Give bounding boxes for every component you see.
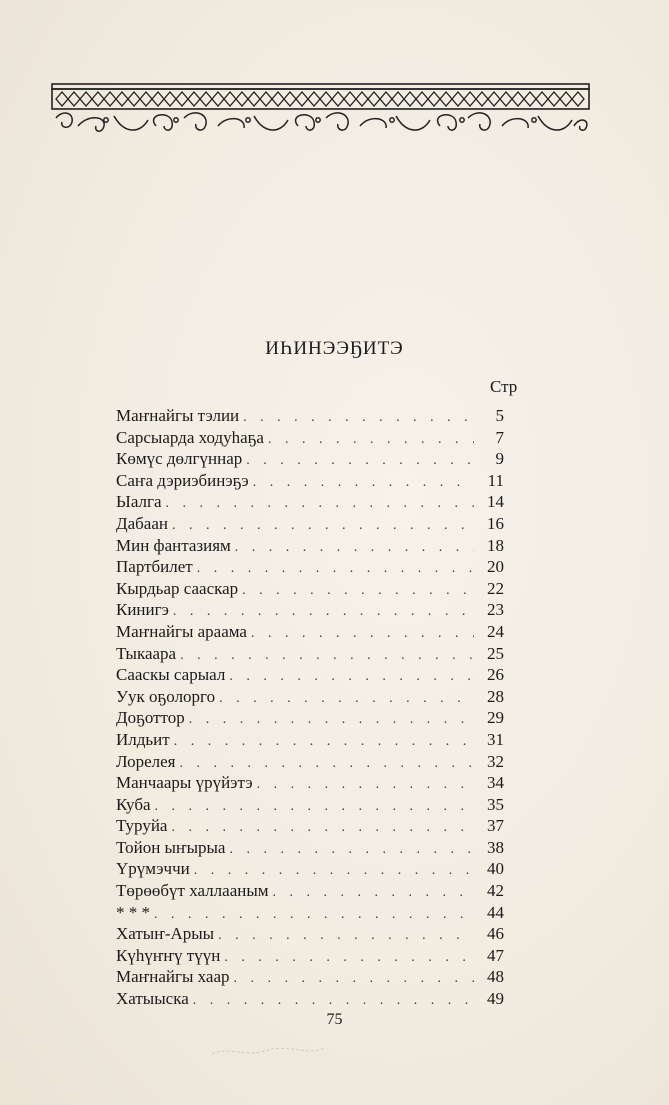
toc-entry-title: Туруйа [116, 816, 168, 836]
toc-entry-title: Тойон ыҥырыа [116, 837, 226, 857]
toc-entry [116, 578, 504, 600]
toc-entry-page: 38 [487, 837, 504, 857]
dot-leader [235, 537, 474, 559]
toc-entry-page: 29 [487, 708, 504, 728]
toc-entry-title: Мин фантазиям [116, 535, 231, 555]
page-number: 75 [326, 1011, 343, 1028]
toc-entry-page: 25 [487, 643, 504, 663]
dot-leader [229, 839, 474, 861]
dot-leader [166, 493, 474, 515]
dot-leader [229, 666, 474, 688]
toc-entry [116, 923, 504, 945]
dot-leader [253, 472, 474, 494]
toc-entry [116, 751, 504, 773]
dot-leader [180, 753, 475, 775]
dot-leader [155, 796, 474, 818]
toc-entry-title: * * * [116, 902, 150, 922]
toc-entry-page: 32 [487, 751, 504, 771]
toc-entry [116, 966, 504, 988]
toc-entry-page: 9 [495, 449, 504, 469]
dot-leader [273, 882, 474, 904]
ornament-scrolls [56, 113, 587, 131]
toc-entry [116, 686, 504, 708]
dot-leader [224, 947, 474, 969]
toc-entry-page: 26 [487, 665, 504, 685]
toc-entry [116, 794, 504, 816]
dot-leader [246, 450, 474, 472]
toc-entry [116, 664, 504, 686]
toc-entry-title: Хатыҥ-Арыы [116, 924, 215, 944]
toc-entry [116, 470, 504, 492]
toc-entry-title: Саҥа дэриэбинэҕэ [116, 470, 249, 490]
dot-leader [194, 860, 474, 882]
toc-entry-page: 20 [487, 557, 504, 577]
toc-entry [116, 858, 504, 880]
toc-entry-title: Үрүмэччи [116, 859, 190, 879]
toc-entry-title: Маҥнайгы тэлии [116, 406, 240, 425]
dot-leader [189, 709, 474, 731]
toc-entry-title: Лорелея [116, 751, 176, 771]
toc-entry [116, 599, 504, 621]
toc-entry-page: 49 [487, 989, 504, 1009]
dot-leader [172, 515, 474, 537]
toc-entry-title: Тыкаара [116, 643, 177, 663]
toc-entry [116, 880, 504, 902]
dot-leader [180, 645, 474, 667]
toc-entry-page: 22 [487, 578, 504, 598]
toc-entry-title: Дабаан [116, 513, 168, 533]
toc-entry [116, 707, 504, 729]
toc-entry-page: 31 [487, 729, 504, 749]
toc-entry-page: 7 [495, 427, 504, 447]
toc-entry [116, 427, 504, 449]
toc-entry-title: Сааскы сарыал [116, 665, 226, 685]
toc-entry-page: 24 [487, 621, 504, 641]
dot-leader [243, 407, 474, 429]
toc-entry-title: Партбилет [116, 557, 193, 577]
table-of-contents [116, 405, 504, 1010]
toc-entry-title: Төрөөбүт халлааным [116, 881, 269, 901]
toc-entry [116, 837, 504, 859]
dot-leader [219, 688, 474, 710]
toc-entry [116, 535, 504, 557]
ornament-diamonds [56, 92, 584, 106]
toc-entry-title: Уук оҕолорго [116, 686, 216, 706]
toc-entry-page: 18 [487, 535, 504, 555]
dot-leader [234, 968, 474, 990]
toc-entry-title: Манчаары үрүйэтэ [116, 773, 253, 793]
toc-title: ИҺИНЭЭҔИТЭ [265, 338, 404, 359]
toc-entry-page: 46 [487, 924, 504, 944]
toc-entry-title: Күһүҥҥү түүн [116, 945, 221, 965]
dot-leader [251, 623, 474, 645]
toc-entry-title: Көмүс дөлгүннар [116, 449, 243, 469]
toc-entry [116, 556, 504, 578]
toc-entry [116, 643, 504, 665]
dot-leader [197, 558, 474, 580]
toc-entry-title: Ыалга [116, 492, 162, 512]
toc-entry-title: Маҥнайгы араама [116, 621, 247, 641]
toc-entry [116, 621, 504, 643]
toc-entry-page: 34 [487, 773, 504, 793]
dot-leader [154, 904, 474, 926]
toc-entry-page: 16 [487, 513, 504, 533]
dot-leader [174, 731, 474, 753]
dot-leader [193, 990, 474, 1012]
toc-entry-title: Илдьит [116, 729, 170, 749]
toc-entry [116, 513, 504, 535]
toc-entry [116, 945, 504, 967]
dot-leader [257, 774, 474, 796]
toc-entry [116, 491, 504, 513]
toc-entry [116, 902, 504, 924]
toc-entry-page: 40 [487, 859, 504, 879]
toc-entry-page: 14 [487, 492, 504, 512]
toc-entry [116, 448, 504, 470]
toc-entry-page: 35 [487, 794, 504, 814]
toc-entry-page: 23 [487, 600, 504, 620]
toc-entry-title: Кырдьар сааскар [116, 578, 239, 598]
toc-entry [116, 988, 504, 1010]
toc-entry [116, 405, 504, 427]
toc-entry-page: 42 [487, 881, 504, 901]
toc-entry [116, 772, 504, 794]
toc-entry-title: Кинигэ [116, 600, 169, 620]
dot-leader [268, 429, 474, 451]
toc-entry-title: Куба [116, 794, 151, 814]
toc-entry-page: 5 [495, 406, 504, 425]
toc-entry-title: Хатыыска [116, 989, 189, 1009]
toc-entry-page: 47 [487, 945, 504, 965]
toc-entry-page: 37 [487, 816, 504, 836]
page-column-header: Стр [490, 377, 518, 396]
toc-entry [116, 729, 504, 751]
dot-leader [218, 925, 474, 947]
toc-entry-title: Маҥнайгы хаар [116, 967, 230, 987]
toc-entry-title: Сарсыарда ходуһаҕа [116, 427, 264, 447]
dot-leader [242, 580, 474, 602]
toc-entry-page: 11 [487, 470, 504, 490]
dot-leader [171, 817, 474, 839]
ornament-band-icon [48, 80, 593, 142]
dot-leader [173, 601, 474, 623]
faded-stamp-icon [208, 1040, 328, 1062]
toc-entry-page: 48 [487, 967, 504, 987]
toc-entry-page: 44 [487, 902, 504, 922]
toc-entry [116, 815, 504, 837]
toc-entry-page: 28 [487, 686, 504, 706]
toc-entry-title: Доҕоттор [116, 708, 185, 728]
